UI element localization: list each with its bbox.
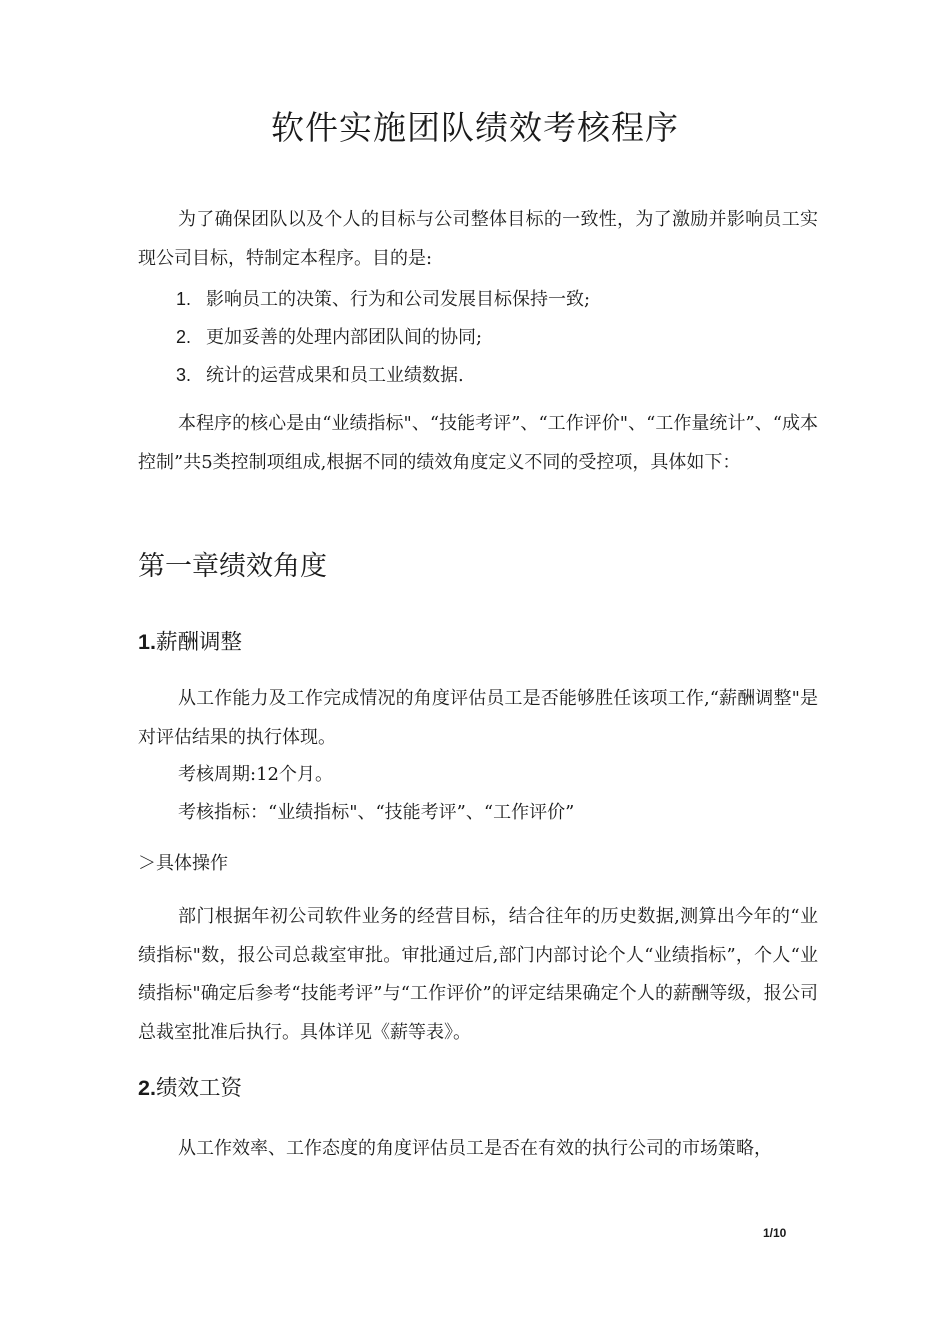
operation-label: ＞具体操作 bbox=[138, 853, 228, 874]
list-item bbox=[176, 286, 590, 313]
page-title: 软件实施团队绩效考核程序 bbox=[271, 108, 679, 147]
section-number: 1. bbox=[138, 630, 156, 654]
list-item bbox=[176, 362, 464, 389]
review-indicators: 考核指标：“业绩指标"、“技能考评”、“工作评价” bbox=[178, 802, 575, 823]
section-heading-2 bbox=[138, 1072, 242, 1105]
section-title: 薪酬调整 bbox=[155, 630, 242, 655]
review-period: 考核周期:12个月。 bbox=[178, 764, 333, 785]
list-item-text: 影响员工的决策、行为和公司发展目标保持一致; bbox=[206, 289, 591, 310]
list-item-text: 统计的运营成果和员工业绩数据. bbox=[206, 365, 464, 386]
list-item-number: 3. bbox=[176, 365, 192, 385]
chapter-heading: 第一章绩效角度 bbox=[138, 551, 327, 582]
list-item-text: 更加妥善的处理内部团队间的协同; bbox=[206, 327, 483, 348]
operation-paragraph: 部门根据年初公司软件业务的经营目标，结合往年的历史数据,测算出今年的“业绩指标"数，报公司总裁室审批。审批通过后,部门内部讨论个人“业绩指标”，个人“业绩指标"确定后参考“技能考评”与“工作评价”的评定结果确定个人的薪酬等级，报公司总裁室批准后执行。具体详见《薪等表》。 bbox=[138, 906, 818, 1043]
core-paragraph: 本程序的核心是由“业绩指标"、“技能考评”、“工作评价"、“工作量统计”、“成本控制”共5类控制项组成,根据不同的绩效角度定义不同的受控项，具体如下： bbox=[138, 413, 818, 473]
section-number: 2. bbox=[138, 1076, 156, 1100]
page-number: 1/10 bbox=[763, 1226, 787, 1240]
section-title: 绩效工资 bbox=[155, 1076, 242, 1101]
section-2-paragraph: 从工作效率、工作态度的角度评估员工是否在有效的执行公司的市场策略， bbox=[178, 1138, 772, 1159]
section-heading-1 bbox=[138, 626, 242, 659]
section-1-paragraph: 从工作能力及工作完成情况的角度评估员工是否能够胜任该项工作,“薪酬调整"是对评估结果的执行体现。 bbox=[138, 688, 818, 748]
list-item bbox=[176, 324, 482, 351]
list-item-number: 2. bbox=[176, 327, 192, 347]
intro-paragraph: 为了确保团队以及个人的目标与公司整体目标的一致性，为了激励并影响员工实现公司目标，特制定本程序。目的是: bbox=[138, 209, 818, 269]
list-item-number: 1. bbox=[176, 289, 192, 309]
